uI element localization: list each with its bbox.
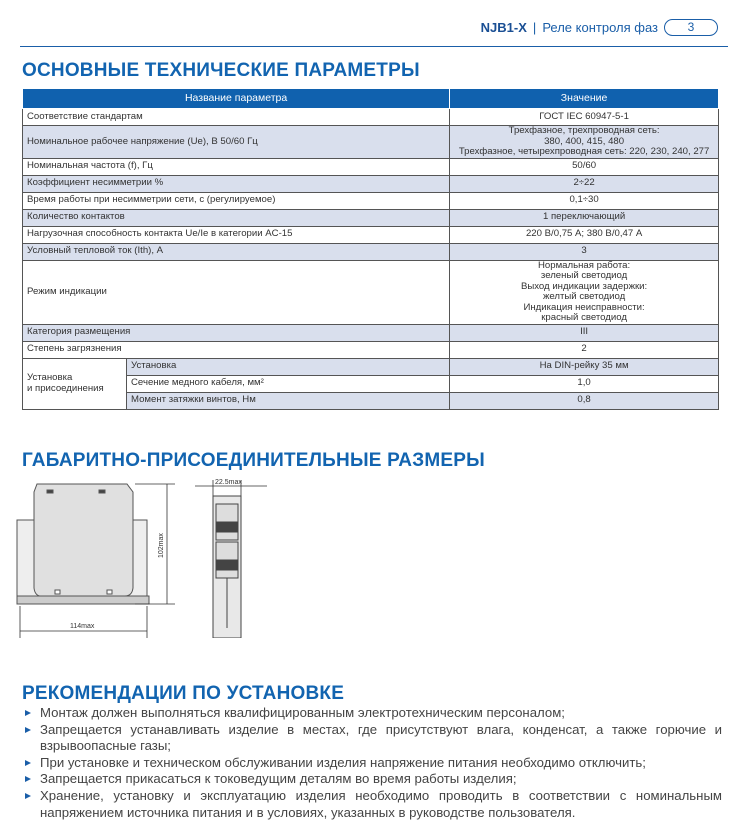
param-value-line: 0,1÷30 bbox=[569, 194, 599, 206]
param-name: Номинальная частота (f), Гц bbox=[23, 158, 450, 175]
param-value-line: Индикация неисправности: bbox=[523, 301, 645, 313]
table-row bbox=[23, 324, 719, 341]
group-label-line: и присоединения bbox=[27, 382, 104, 394]
separator: | bbox=[532, 20, 537, 35]
param-name: Момент затяжки винтов, Нм bbox=[127, 392, 450, 409]
col-header-name: Название параметра bbox=[23, 89, 450, 109]
param-value-line: 2 bbox=[581, 343, 587, 355]
section-title-dims: ГАБАРИТНО-ПРИСОЕДИНИТЕЛЬНЫЕ РАЗМЕРЫ bbox=[22, 450, 485, 471]
param-value: 1,0 bbox=[450, 375, 719, 392]
model-name: NJB1-X bbox=[480, 20, 527, 35]
param-value-line: 2÷22 bbox=[573, 177, 595, 189]
section-title-params: ОСНОВНЫЕ ТЕХНИЧЕСКИЕ ПАРАМЕТРЫ bbox=[22, 60, 420, 81]
list-item: Монтаж должен выполняться квалифицированным электротехническим персоналом; bbox=[22, 705, 722, 722]
table-row bbox=[23, 375, 719, 392]
param-value-line: желтый светодиод bbox=[542, 291, 626, 302]
param-value bbox=[450, 209, 719, 226]
param-value bbox=[450, 341, 719, 358]
param-name: Установка bbox=[127, 358, 450, 375]
table-row bbox=[23, 226, 719, 243]
table-row bbox=[23, 175, 719, 192]
front-view-drawing bbox=[15, 478, 185, 638]
param-name: Режим индикации bbox=[23, 260, 450, 324]
param-name: Соответствие стандартам bbox=[23, 109, 450, 126]
param-name: Коэффициент несимметрии % bbox=[23, 175, 450, 192]
table-row bbox=[23, 260, 719, 324]
param-value bbox=[450, 175, 719, 192]
table-row bbox=[23, 243, 719, 260]
param-value bbox=[450, 324, 719, 341]
page-header bbox=[481, 19, 718, 36]
param-value bbox=[450, 226, 719, 243]
param-name: Категория размещения bbox=[23, 324, 450, 341]
table-row bbox=[23, 392, 719, 409]
list-item: Хранение, установку и эксплуатацию изделия необходимо проводить в соответствии с номинальным напряжением источника питания и в условиях, указанных в руководстве пользователя. bbox=[22, 788, 722, 821]
param-value bbox=[450, 126, 719, 159]
product-name: Реле контроля фаз bbox=[542, 20, 658, 35]
table-row bbox=[23, 126, 719, 159]
width-dimension-label: 114max bbox=[70, 623, 95, 630]
table-row bbox=[23, 109, 719, 126]
param-value bbox=[450, 260, 719, 324]
list-item: При установке и техническом обслуживании изделия напряжение питания необходимо отключить; bbox=[22, 755, 722, 772]
param-value-line: Нормальная работа: bbox=[537, 259, 631, 271]
param-name: Номинальное рабочее напряжение (Ue), В 50/60 Гц bbox=[23, 126, 450, 159]
recommendations-list bbox=[22, 705, 722, 821]
col-header-value: Значение bbox=[450, 89, 719, 109]
param-value-line: красный светодиод bbox=[541, 312, 627, 323]
param-value-line: 380, 400, 415, 480 bbox=[544, 135, 625, 147]
param-name: Нагрузочная способность контакта Ue/Ie в категории AC-15 bbox=[23, 226, 450, 243]
table-row bbox=[23, 341, 719, 358]
param-name: Сечение медного кабеля, мм² bbox=[127, 375, 450, 392]
param-name: Степень загрязнения bbox=[23, 341, 450, 358]
param-value-line: 50/60 bbox=[572, 160, 597, 172]
param-value-line: Выход индикации задержки: bbox=[520, 280, 648, 292]
param-value-line: Трехфазное, трехпроводная сеть: bbox=[508, 125, 660, 136]
height-dimension-label: 102max bbox=[158, 533, 165, 558]
param-value bbox=[450, 243, 719, 260]
param-value bbox=[450, 192, 719, 209]
table-row bbox=[23, 192, 719, 209]
param-value-line: 3 bbox=[581, 245, 587, 257]
page-number: 3 bbox=[664, 19, 718, 36]
param-name: Время работы при несимметрии сети, с (регулируемое) bbox=[23, 192, 450, 209]
group-label-line: Установка bbox=[27, 372, 73, 383]
param-value bbox=[450, 109, 719, 126]
param-value: На DIN-рейку 35 мм bbox=[450, 358, 719, 375]
table-row bbox=[23, 209, 719, 226]
list-item: Запрещается устанавливать изделие в местах, где присутствуют влага, конденсат, а также горючие и взрывоопасные газы; bbox=[22, 722, 722, 755]
param-value-line: 220 В/0,75 А; 380 В/0,47 А bbox=[525, 228, 643, 240]
param-name: Количество контактов bbox=[23, 209, 450, 226]
param-value-line: III bbox=[580, 326, 589, 338]
param-value: 0,8 bbox=[450, 392, 719, 409]
header-divider bbox=[20, 46, 728, 47]
side-width-label: 22.5max bbox=[215, 479, 242, 486]
section-title-install: РЕКОМЕНДАЦИИ ПО УСТАНОВКЕ bbox=[22, 683, 345, 704]
param-value bbox=[450, 158, 719, 175]
param-value-line: 1 переключающий bbox=[542, 211, 626, 223]
param-name: Условный тепловой ток (Ith), А bbox=[23, 243, 450, 260]
param-value-line: Трехфазное, четырехпроводная сеть: 220, 230, 240, 277 bbox=[458, 146, 710, 157]
side-view-drawing bbox=[185, 478, 275, 638]
param-value-line: зеленый светодиод bbox=[540, 270, 628, 281]
params-table bbox=[22, 88, 719, 410]
table-row bbox=[23, 358, 719, 375]
param-value-line: ГОСТ IEC 60947-5-1 bbox=[539, 110, 629, 122]
list-item: Запрещается прикасаться к токоведущим деталям во время работы изделия; bbox=[22, 771, 722, 788]
group-label bbox=[23, 373, 126, 394]
table-row bbox=[23, 158, 719, 175]
